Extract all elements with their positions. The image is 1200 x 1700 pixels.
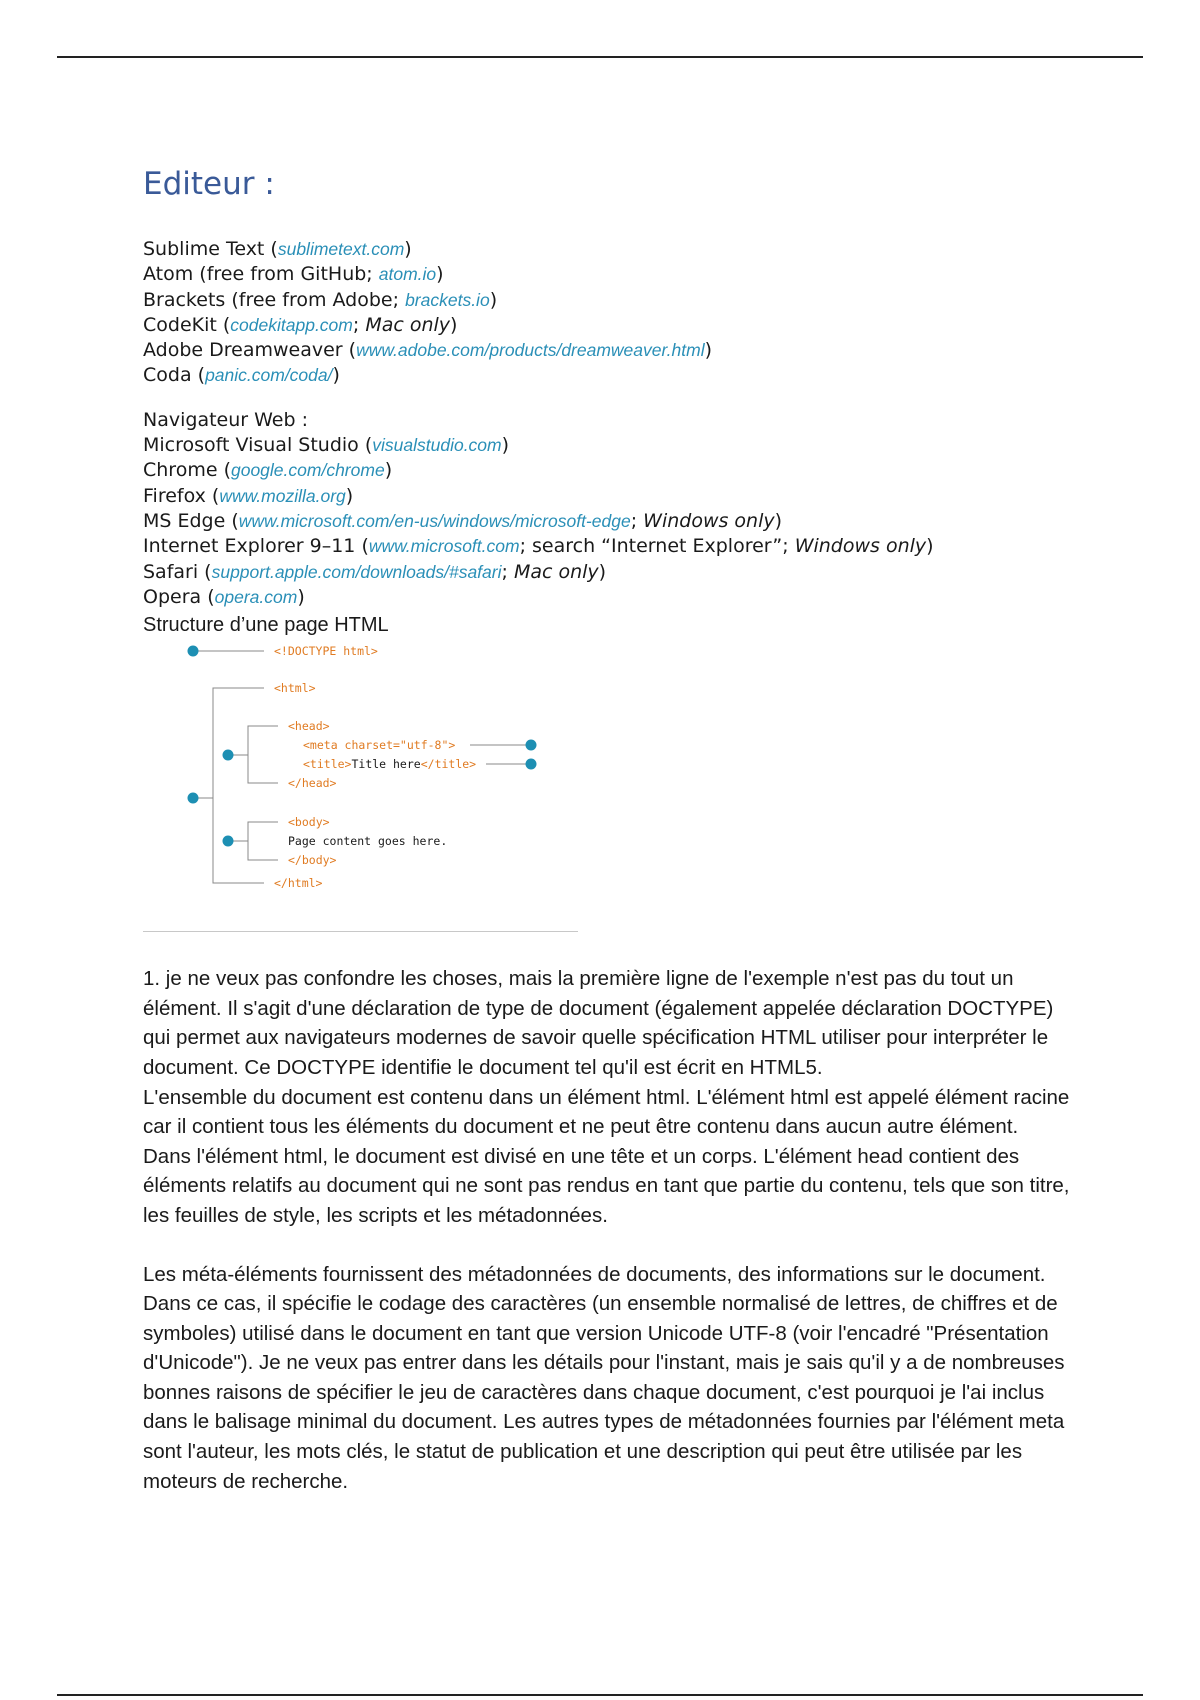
list-item: Opera (opera.com) [143,585,305,608]
title-open-tag: <title> [303,757,352,772]
link[interactable]: support.apple.com/downloads/#safari [211,561,502,582]
paragraph: L'ensemble du document est contenu dans un élément html. L'élément html est appelé élément racine car il contient tous les éléments du document et ne peut être contenu dans aucun autre élément. [143,1085,1070,1139]
paragraph: Les méta-éléments fournissent des métadonnées de documents, des informations sur le document. Dans ce cas, il spécifie le codage des caractères (un ensemble normalisé de lettres, de chiffres et de symboles) utilisé dans le document en tant que version Unicode UTF-8 (voir l'encadré "Présentation d'Unicode"). Je ne veux pas entrer dans les détails pour l'instant, mais je sais qu'il y a de nombreuses bonnes raisons de spécifier le jeu de caractères dans chaque document, c'est pourquoi je l'ai inclus dans le balisage minimal du document. Les autres types de métadonnées fournies par l'élément meta sont l'auteur, les mots clés, le statut de publication et une description qui peut être utilisée par les moteurs de recherche. [143,1262,1065,1493]
paragraph: 1. je ne veux pas confondre les choses, mais la première ligne de l'exemple n'est pas du tout un élément. Il s'agit d'une déclaration de type de document (également appelée déclaration DOCTYPE) qui permet aux navigateurs modernes de savoir quelle spécification HTML utiliser pour interpréter le document. Ce DOCTYPE identifie le document tel qu'il est écrit en HTML5. [143,967,1054,1079]
marker-dot [526,740,537,751]
link[interactable]: opera.com [214,586,298,607]
marker-dot [526,759,537,770]
list-item: Chrome (google.com/chrome) [143,459,393,482]
marker-dot [188,793,199,804]
title-close-tag: </title> [420,757,477,772]
structure-title: Structure d’une page HTML [143,614,389,637]
list-item: Internet Explorer 9–11 (www.microsoft.com; search “Internet Explorer”; Windows only) [143,535,934,558]
diagram-code [274,644,476,890]
link[interactable]: sublimetext.com [277,239,405,259]
link[interactable]: google.com/chrome [230,460,385,481]
body-bracket [248,822,278,860]
html-close-tag: </html> [274,876,323,891]
list-item: CodeKit (codekitapp.com; Mac only) [143,313,458,336]
link[interactable]: www.adobe.com/products/dreamweaver.html [356,340,705,361]
marker-dot [188,646,199,657]
list-item: Safari (support.apple.com/downloads/#safari; Mac only) [143,560,607,583]
link[interactable]: codekitapp.com [230,314,353,335]
link[interactable]: brackets.io [405,289,490,310]
head-close-tag: </head> [288,776,337,791]
list-item: MS Edge (www.microsoft.com/en-us/windows/microsoft-edge; Windows only) [143,509,783,532]
head-open-tag: <head> [288,719,330,734]
html-bracket [213,688,264,883]
body-close-tag: </body> [288,853,337,868]
diagram-svg [143,639,578,931]
head-bracket [248,726,278,783]
list-item: Firefox (www.mozilla.org) [143,484,354,507]
page-title: Editeur : [143,166,275,202]
paragraph: Dans l'élément html, le document est divisé en une tête et un corps. L'élément head contient des éléments relatifs au document qui ne sont pas rendus en tant que partie du contenu, tels que son titre, les feuilles de style, les scripts et les métadonnées. [143,1144,1070,1227]
editor-list [143,237,1073,389]
list-item: Adobe Dreamweaver (www.adobe.com/products/dreamweaver.html) [143,339,713,362]
link[interactable]: visualstudio.com [372,435,502,456]
browser-list [143,408,1073,610]
title-text: Title here [351,757,421,772]
meta-tag: <meta charset="utf-8"> [303,738,456,753]
link[interactable]: panic.com/coda/ [205,365,333,386]
list-item: Brackets (free from Adobe; brackets.io) [143,288,498,311]
html-open-tag: <html> [274,681,316,696]
document-content [143,160,1073,1496]
html-structure-diagram [143,639,578,931]
list-item: Atom (free from GitHub; atom.io) [143,263,444,286]
doctype-tag: <!DOCTYPE html> [274,644,378,659]
link[interactable]: www.microsoft.com/en-us/windows/microsoft-edge [238,510,631,531]
bottom-rule [57,1694,1143,1696]
list-item: Sublime Text (sublimetext.com) [143,238,412,260]
marker-dot [223,750,234,761]
title-line [303,757,476,771]
link[interactable]: www.microsoft.com [368,536,520,557]
list-item: Coda (panic.com/coda/) [143,364,340,387]
top-rule [57,56,1143,58]
diagram-divider [143,931,578,932]
link[interactable]: www.mozilla.org [219,485,346,506]
marker-dot [223,836,234,847]
list-item: Microsoft Visual Studio (visualstudio.com) [143,434,510,457]
body-text: Page content goes here. [288,834,448,849]
link[interactable]: atom.io [378,264,437,285]
section-label: Navigateur Web : [143,408,308,431]
body-open-tag: <body> [288,815,330,830]
